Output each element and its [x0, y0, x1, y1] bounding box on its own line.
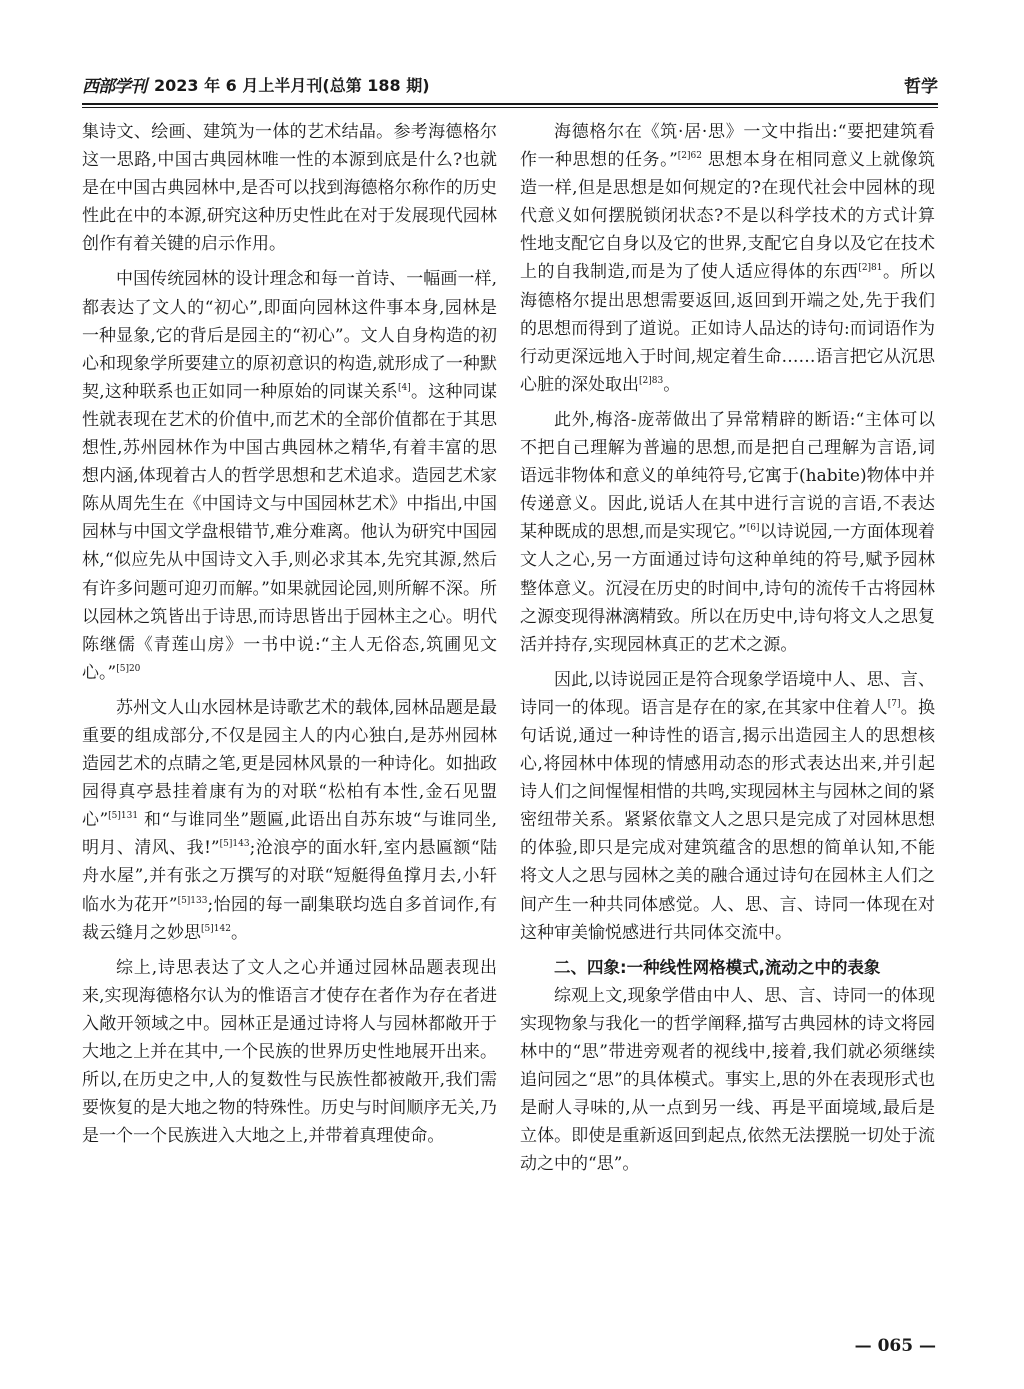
paragraph [520, 666, 935, 947]
text-run: 苏州文人山水园林是诗歌艺术的载体,园林品题是最重要的组成部分,不仅是园主人的内心独白,是苏州园林造园艺术的点睛之笔,更是园林风景的一种诗化。如拙政园得真亭悬挂着康有为的对联“松柏有本性,金石见盟心” [82, 697, 497, 831]
citation-mark: [7] [887, 698, 901, 709]
section-heading: 二、四象:一种线性网格模式,流动之中的表象 [554, 957, 881, 977]
text-run: 。 [230, 922, 248, 943]
journal-logo: 西部学刊 [82, 77, 146, 97]
text-run: 思想本身在相同意义上就像筑造一样,但是思想是如何规定的?在现代社会中园林的现代意义如何摆脱锁闭状态?不是以科学技术的方式计算性地支配它自身以及它的世界,支配它自身以及它在技术上的自我制造,而是为了使人适应得体的东西 [520, 150, 935, 283]
text-run: 因此,以诗说园正是符合现象学语境中人、思、言、诗同一的体现。语言是存在的家,在其家中住着人 [520, 669, 935, 718]
paragraph [520, 118, 935, 399]
text-run: 以诗说园,一方面体现着文人之心,另一方面通过诗句这种单纯的符号,赋予园林整体意义。沉浸在历史的时间中,诗句的流传千古将园林之源变现得淋漓精致。所以在历史中,诗句将文人之思复活并持存,实现园林真正的艺术之源。 [520, 522, 935, 655]
text-run: 中国传统园林的设计理念和每一首诗、一幅画一样,都表达了文人的“初心”,即面向园林这件事本身,园林是一种显象,它的背后是园主的“初心”。文人自身构造的初心和现象学所要建立的原初意识的构造,就形成了一种默契,这种联系也正如同一种原始的同谋关系 [82, 269, 497, 402]
text-run: 综观上文,现象学借由中人、思、言、诗同一的体现实现物象与我化一的哲学阐释,描写古典园林的诗文将园林中的“思”带进旁观者的视线中,接着,我们就必须继续追问园之“思”的具体模式。事实上,思的外在表现形式也是耐人寻味的,从一点到另一线、再是平面境域,最后是立体。即使是重新返回到起点,依然无法摆脱一切处于流动之中的“思”。 [520, 985, 935, 1175]
paragraph [520, 406, 935, 659]
citation-mark: [5]143 [219, 839, 250, 850]
text-run: 集诗文、绘画、建筑为一体的艺术结晶。参考海德格尔这一思路,中国古典园林唯一性的本源到底是什么?也就是在中国古典园林中,是否可以找到海德格尔称作的历史性此在中的本源,研究这种历史性此在对于发展现代园林创作有着关键的启示作用。 [82, 122, 497, 255]
text-run: 综上,诗思表达了文人之心并通过园林品题表现出来,实现海德格尔认为的惟语言才使存在者作为存在者进入敞开领域之中。园林正是通过诗将人与园林都敞开于大地之上并在其中,一个民族的世界历史性地展开出来。所以,在历史之中,人的复数性与民族性都被敞开,我们需要恢复的是大地之物的特殊性。历史与时间顺序无关,乃是一个一个民族进入大地之上,并带着真理使命。 [82, 957, 497, 1147]
citation-mark: [5]133 [177, 895, 208, 906]
text-run: 。 [663, 374, 681, 395]
citation-mark: [5]142 [201, 923, 231, 934]
text-run: 。这种同谋性就表现在艺术的价值中,而艺术的全部价值都在于其思想性,苏州园林作为中国古典园林之精华,有着丰富的思想内涵,体现着古人的哲学思想和艺术追求。造园艺术家陈从周先生在《中国诗文与中国园林艺术》中指出,中国园林与中国文学盘根错节,难分难离。他认为研究中国园林,“似应先从中国诗文入手,则必求其本,先究其源,然后有许多问题可迎刃而解。”如果就园论园,则所解不深。所以园林之筑皆出于诗思,而诗思皆出于园林主之心。明代陈继儒《青莲山房》一书中说:“主人无俗态,筑圃见文心。” [82, 381, 497, 683]
paragraph [82, 954, 497, 1151]
paragraph [82, 118, 497, 258]
left-column [82, 118, 497, 1157]
text-run: 和“与谁同坐”题匾,此语出自苏东坡“与谁同坐,明月、清风、我!” [82, 810, 497, 859]
text-run: 。所以海德格尔提出思想需要返回,返回到开端之处,先于我们的思想而得到了道说。正如诗人品达的诗句:而词语作为行动更深远地入于时间,规定着生命……语言把它从沉思心脏的深处取出 [520, 262, 936, 395]
text-run: ;沧浪亭的面水轩,室内悬匾额“陆舟水屋”,并有张之万撰写的对联“短艇得鱼撑月去,小轩临水为花开” [82, 838, 498, 915]
text-run: 。换句话说,通过一种诗性的语言,揭示出造园主人的思想核心,将园林中体现的情感用动态的形式表达出来,并引起诗人们之间惺惺相惜的共鸣,实现园林主与园林之间的紧密纽带关系。紧紧依靠文人之思只是完成了对园林思想的体验,即只是完成对建筑蕴含的思想的简单认知,不能将文人之思与园林之美的融合通过诗句在园林主人们之间产生一种共同体感觉。人、思、言、诗同一体现在对这种审美愉悦感进行共同体交流中。 [520, 697, 936, 943]
citation-mark: [2]62 [677, 151, 702, 162]
running-header [82, 72, 938, 102]
issue-line: 2023 年 6 月上半月刊(总第 188 期) [154, 76, 430, 95]
header-rule [82, 103, 938, 105]
paragraph [520, 982, 935, 1179]
citation-mark: [2]83 [639, 375, 664, 386]
text-run: ;怡园的每一副集联均选自多首词作,有裁云缝月之妙思 [82, 894, 497, 943]
citation-mark: [4] [398, 382, 411, 393]
text-run: 海德格尔在《筑·居·思》一文中指出:“要把建筑看作一种思想的任务。” [520, 122, 935, 171]
citation-mark: [6] [746, 523, 760, 534]
paragraph [82, 265, 497, 686]
citation-mark: [5]131 [108, 811, 139, 822]
text-run: 此外,梅洛-庞蒂做出了异常精辟的断语:“主体可以不把自己理解为普遍的思想,而是把自己理解为言语,词语远非物体和意义的单纯符号,它寓于(habite)物体中并传递意义。因此,说话人在其中进行言说的言语,不表达某种既成的思想,而是实现它。” [520, 409, 935, 543]
right-column [520, 118, 935, 1185]
header-rule-thin [82, 107, 938, 108]
page-number: — 065 — [854, 1336, 936, 1356]
paragraph [82, 694, 497, 947]
citation-mark: [5]20 [116, 663, 141, 674]
citation-mark: [2]81 [858, 263, 883, 274]
section-tag: 哲学 [904, 77, 938, 97]
